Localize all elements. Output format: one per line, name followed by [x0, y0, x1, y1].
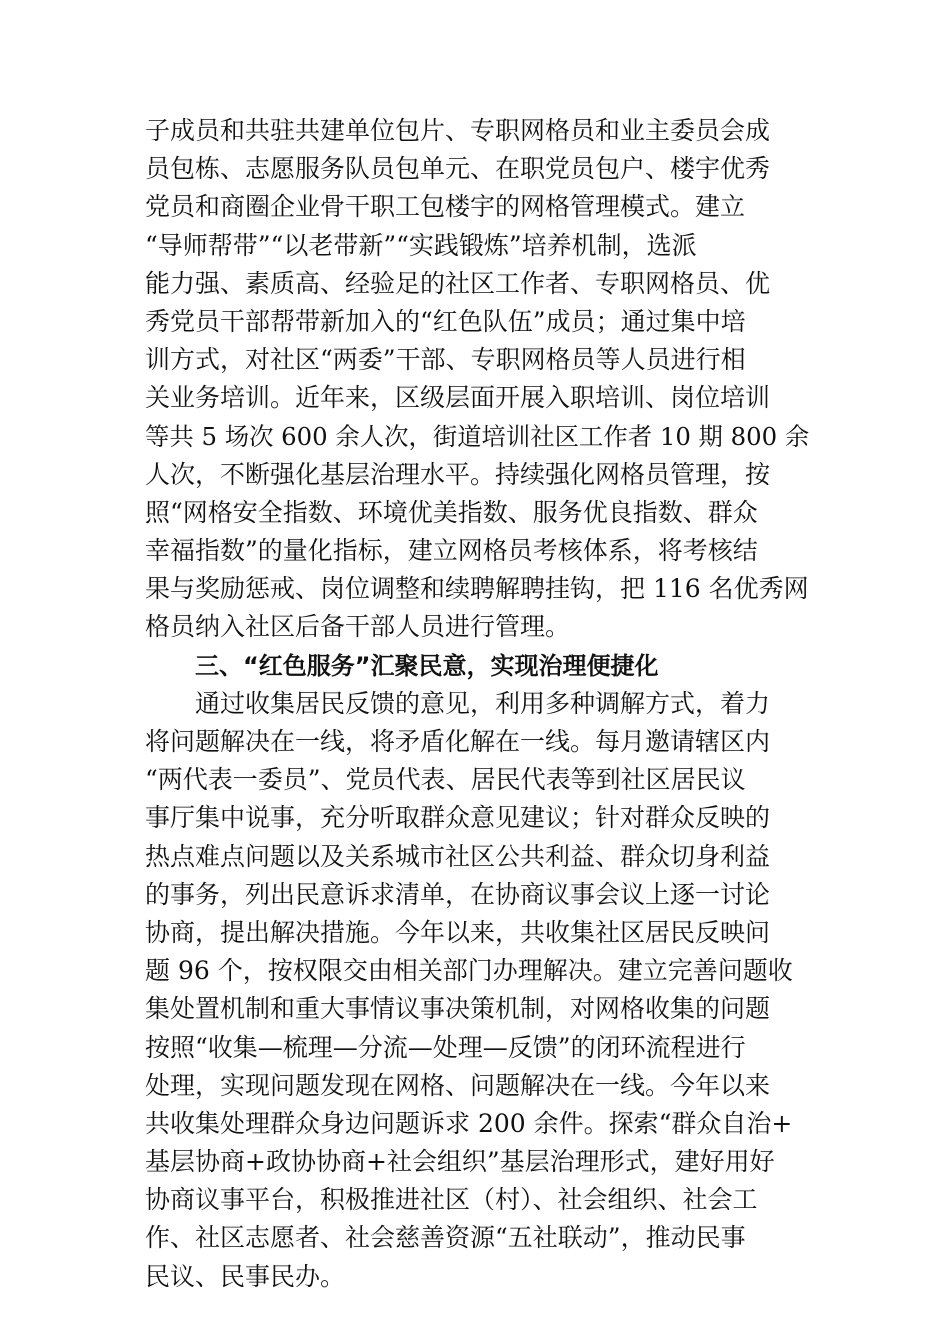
- text-line: 照“网格安全指数、环境优美指数、服务优良指数、群众: [145, 497, 758, 527]
- text-line: 基层协商+政协协商+社会组织”基层治理形式，建好用好: [145, 1147, 775, 1177]
- text-line: 子成员和共驻共建单位包片、专职网格员和业主委员会成: [145, 116, 771, 145]
- text-line: 党员和商圈企业骨干职工包楼宇的网格管理模式。建立: [145, 192, 746, 222]
- text-line: 协商议事平台，积极推进社区（村）、社会组织、社会工: [145, 1185, 758, 1215]
- text-line: 通过收集居民反馈的意见，利用多种调解方式，着力: [195, 688, 771, 718]
- text-line: 题 96 个，按权限交由相关部门办理解决。建立完善问题收: [145, 956, 793, 986]
- text-line: 处理，实现问题发现在网格、问题解决在一线。今年以来: [145, 1070, 771, 1100]
- text-line: 幸福指数”的量化指标，建立网格员考核体系，将考核结: [145, 536, 758, 566]
- text-line: 格员纳入社区后备干部人员进行管理。: [145, 612, 571, 642]
- text-line: 作、社区志愿者、社会慈善资源“五社联动”，推动民事: [145, 1223, 746, 1253]
- paragraph-2: [145, 685, 810, 1296]
- text-line: 的事务，列出民意诉求清单，在协商议事会议上逐一讨论: [145, 879, 771, 909]
- text-line: 热点难点问题以及关系城市社区公共利益、群众切身利益: [145, 841, 771, 871]
- text-line: 事厅集中说事，充分听取群众意见建议；针对群众反映的: [145, 803, 771, 833]
- document-body: [145, 112, 810, 1296]
- text-line: “导师帮带”“以老带新”“实践锻炼”培养机制，选派: [145, 230, 697, 260]
- text-line: 关业务培训。近年来，区级层面开展入职培训、岗位培训: [145, 383, 771, 413]
- text-line: 协商，提出解决措施。今年以来，共收集社区居民反映问: [145, 917, 771, 947]
- text-line: 将问题解决在一线，将矛盾化解在一线。每月邀请辖区内: [145, 727, 771, 756]
- text-line: 果与奖励惩戒、岗位调整和续聘解聘挂钩，把 116 名优秀网: [145, 574, 809, 604]
- text-line: 等共 5 场次 600 余人次，街道培训社区工作者 10 期 800 余: [145, 421, 810, 451]
- paragraph-1: [145, 112, 810, 647]
- text-line: 共收集处理群众身边问题诉求 200 余件。探索“群众自治+: [145, 1108, 793, 1138]
- section-heading: 三、“红色服务”汇聚民意，实现治理便捷化: [195, 651, 659, 680]
- text-line: 集处置机制和重大事情议事决策机制，对网格收集的问题: [145, 994, 771, 1024]
- text-line: 秀党员干部帮带新加入的“红色队伍”成员；通过集中培: [145, 306, 746, 336]
- text-line: 员包栋、志愿服务队员包单元、在职党员包户、楼宇优秀: [145, 154, 771, 184]
- text-line: 人次，不断强化基层治理水平。持续强化网格员管理，按: [145, 459, 771, 489]
- text-line: “两代表一委员”、党员代表、居民代表等到社区居民议: [145, 765, 746, 795]
- text-line: 训方式，对社区“两委”干部、专职网格员等人员进行相: [145, 345, 746, 375]
- text-line: 民议、民事民办。: [145, 1261, 346, 1291]
- text-line: 能力强、素质高、经验足的社区工作者、专职网格员、优: [145, 268, 771, 298]
- text-line: 按照“收集—梳理—分流—处理—反馈”的闭环流程进行: [145, 1032, 746, 1062]
